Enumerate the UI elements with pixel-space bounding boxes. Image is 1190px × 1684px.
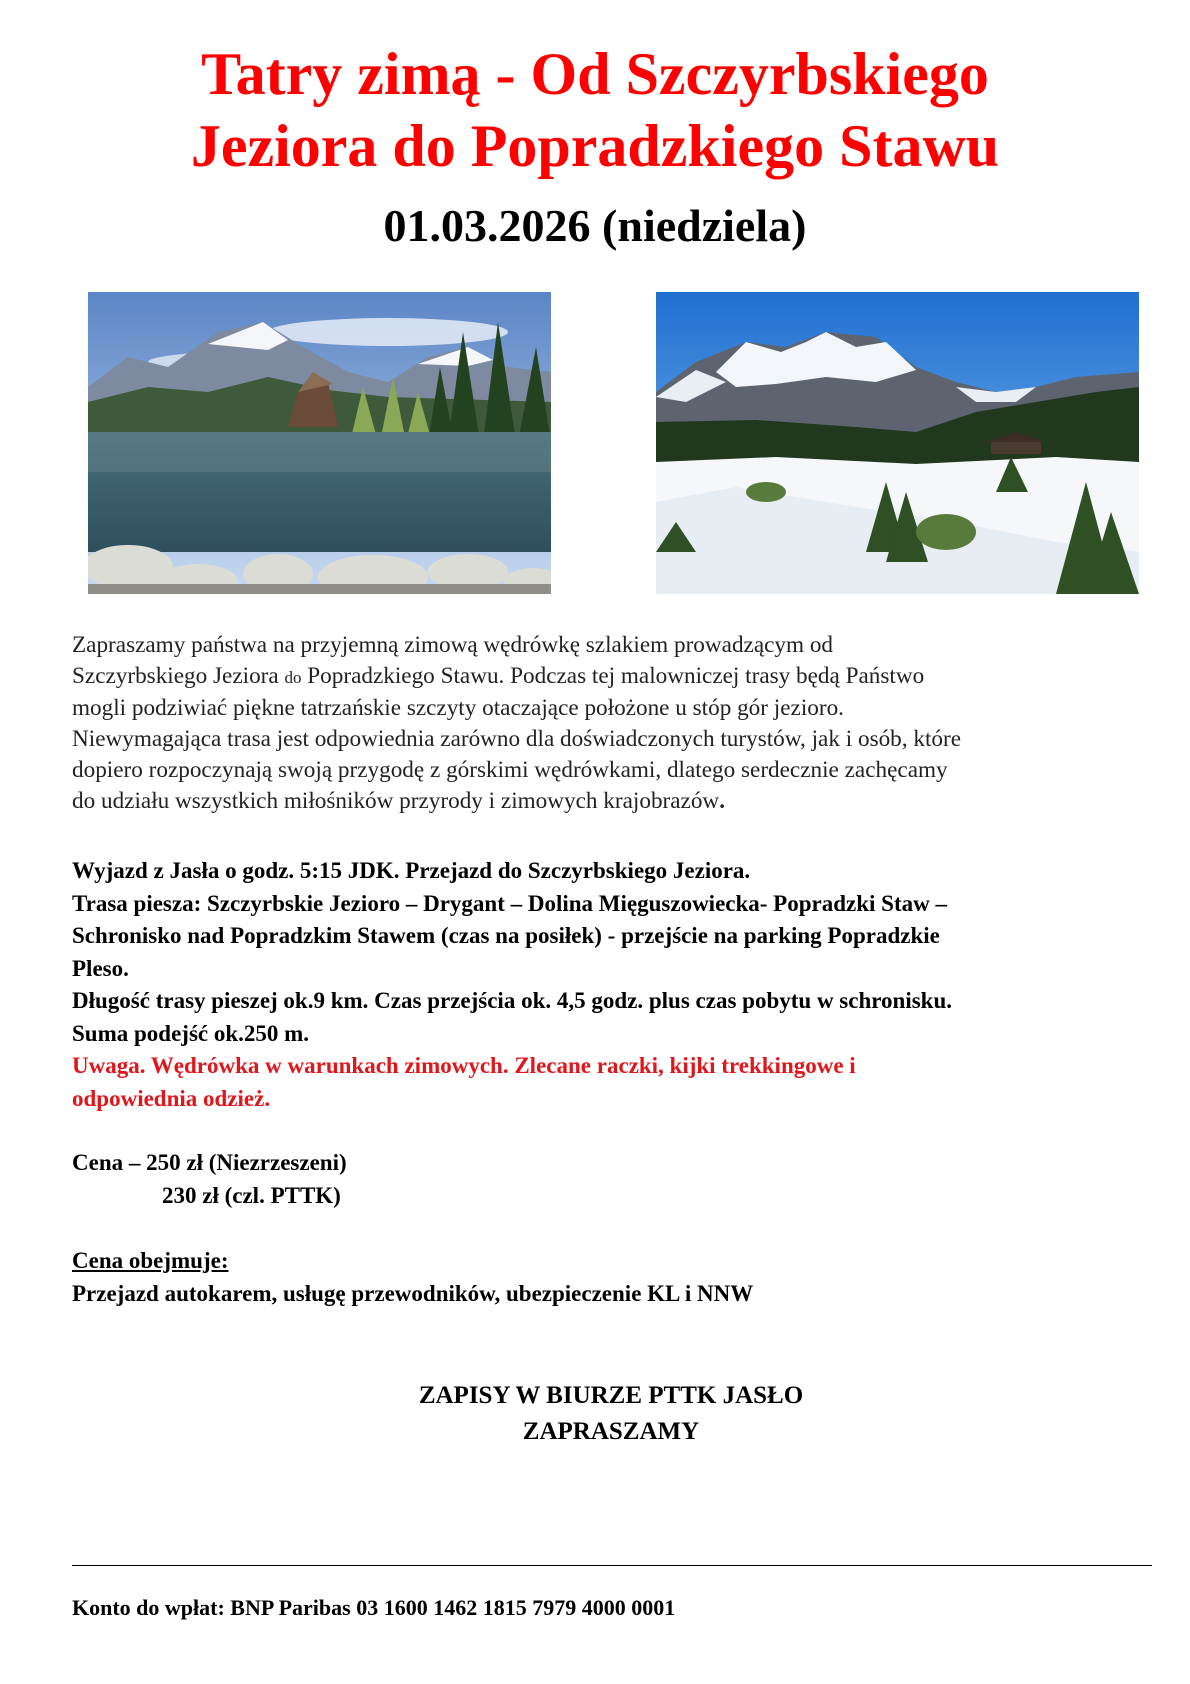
page-title (0, 38, 1190, 182)
includes-text: Przejazd autokarem, usługę przewodników, ubezpieczenie KL i NNW (72, 1280, 754, 1306)
intro-line: Niewymagająca trasa jest odpowiednia zarówno dla doświadczonych turystów, jak i osób, które (72, 726, 962, 752)
intro-line (72, 661, 1162, 693)
bank-account: Konto do wpłat: BNP Paribas 03 1600 1462 1815 7979 4000 0001 (72, 1595, 676, 1620)
intro-line: mogli podziwiać piękne tatrzańskie szczyty otaczające położone u stóp gór jezioro. (72, 695, 844, 721)
ascent-line: Suma podejść ok.250 m. (72, 1020, 310, 1046)
signup-block (0, 1378, 1190, 1450)
event-date: 01.03.2026 (niedziela) (383, 200, 807, 251)
price-block (72, 1147, 347, 1212)
price-includes (72, 1245, 753, 1310)
winter-valley-photo (656, 292, 1139, 594)
includes-heading: Cena obejmuje: (72, 1248, 229, 1273)
route-line: Trasa piesza: Szczyrbskie Jezioro – Drygant – Dolina Mięguszowiecka- Popradzki Staw – (72, 890, 947, 916)
intro-text: do udziału wszystkich miłośników przyrody i zimowych krajobrazów (72, 788, 720, 814)
title-line-2: Jeziora do Popradzkiego Stawu (190, 113, 1000, 179)
intro-text: Popradzkiego Stawu. Podczas tej malowniczej trasy będą Państwo (301, 663, 925, 689)
route-line: Pleso. (72, 955, 129, 981)
route-line: Schronisko nad Popradzkim Stawem (czas na posiłek) - przejście na parking Popradzkie (72, 923, 940, 948)
price-regular: Cena – 250 zł (Niezrzeszeni) (72, 1150, 347, 1175)
intro-line (72, 786, 1162, 817)
warning-line: Uwaga. Wędrówka w warunkach zimowych. Zlecane raczki, kijki trekkingowe i (72, 1053, 856, 1078)
signup-line-1: ZAPISY W BIURZE PTTK JASŁO (418, 1382, 804, 1409)
price-member: 230 zł (czl. PTTK) (162, 1182, 341, 1208)
intro-line: Zapraszamy państwa na przyjemną zimową wędrówkę szlakiem prowadzącym od (72, 632, 834, 658)
lake-photo (88, 292, 551, 594)
intro-period: . (719, 788, 725, 814)
intro-text: Szczyrbskiego Jeziora (72, 663, 285, 689)
intro-line: dopiero rozpoczynają swoją przygodę z górskimi wędrówkami, dlatego serdecznie zachęcamy (72, 757, 948, 783)
intro-text-small: do (284, 668, 302, 687)
trip-details (72, 855, 1172, 1115)
distance-line: Długość trasy pieszej ok.9 km. Czas przejścia ok. 4,5 godz. plus czas pobytu w schronisku. (72, 988, 953, 1013)
signup-line-2: ZAPRASZAMY (522, 1418, 700, 1445)
title-line-1: Tatry zimą - Od Szczyrbskiego (201, 41, 989, 107)
intro-paragraph (72, 630, 1162, 817)
departure-line: Wyjazd z Jasła o godz. 5:15 JDK. Przejazd do Szczyrbskiego Jeziora. (72, 858, 751, 883)
warning-line: odpowiednia odzież. (72, 1085, 271, 1111)
footer-divider (72, 1565, 1152, 1566)
